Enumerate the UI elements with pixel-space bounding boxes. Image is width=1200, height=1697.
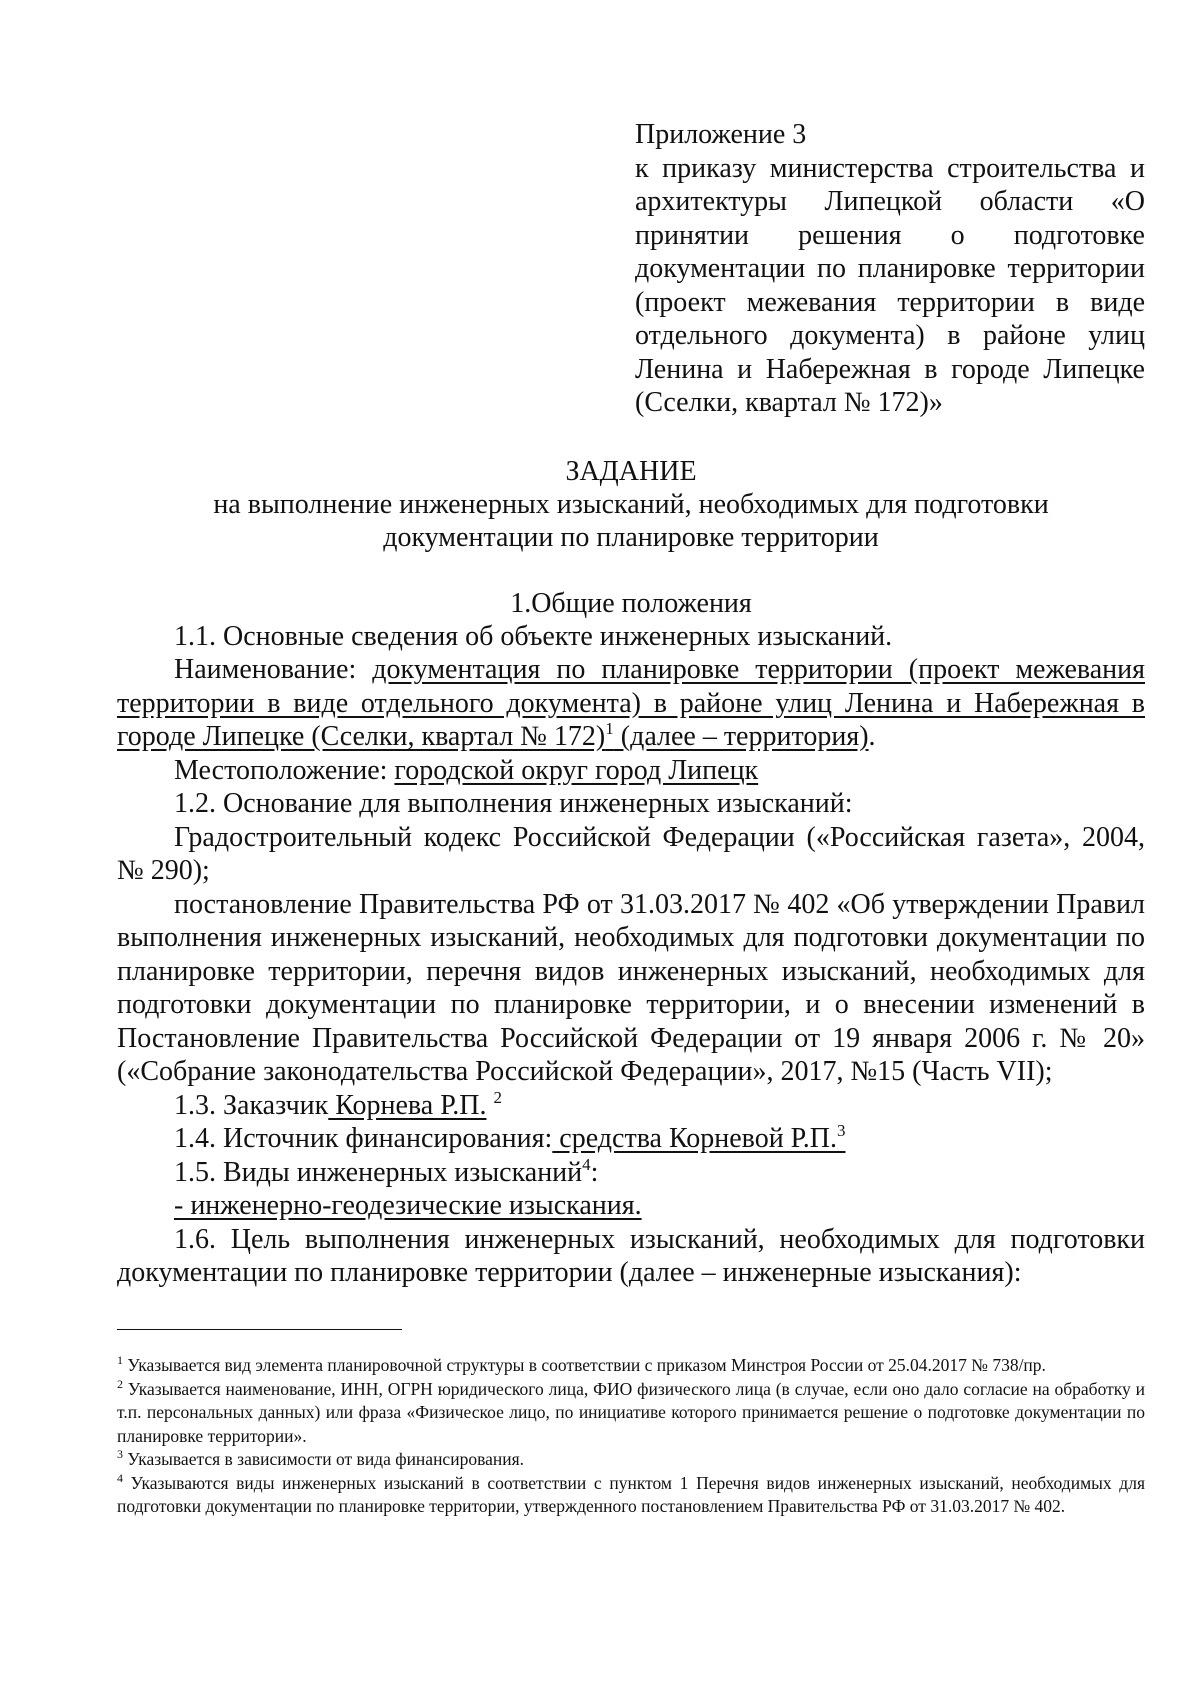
- appendix-line: (проект межевания территории в виде: [635, 286, 1145, 318]
- footnote: $^2$ Указывается наименование, ИНН, ОГРН юридического лица, ФИО физического лица (в случае, если оно дало согласие на обработку и т.п. персональных данных) или фраза «Физическое лицо, по инициативе которого принимается решение о подготовке документации по планировке территории».: [117, 1376, 1145, 1446]
- customer-label: 1.3. Заказчик: [174, 1089, 329, 1121]
- title-subtitle-line: документации по планировке территории: [383, 521, 879, 553]
- title-heading: ЗАДАНИЕ: [565, 455, 697, 487]
- paragraph-1-2: 1.2. Основание для выполнения инженерных изысканий:: [174, 788, 853, 819]
- footnote-ref-1: 1: [605, 719, 614, 738]
- appendix-line: принятии решения о подготовке: [635, 219, 1145, 251]
- title-subtitle-line: на выполнение инженерных изысканий, необходимых для подготовки: [213, 488, 1049, 520]
- appendix-line: архитектуры Липецкой области «О: [635, 186, 1145, 217]
- paragraph-1-3: [117, 1089, 1145, 1123]
- section-heading: 1.Общие положения: [510, 587, 752, 619]
- location-label: Местоположение:: [174, 754, 395, 786]
- footnote-ref-2: 2: [493, 1087, 502, 1107]
- funding-value: средства Корневой Р.П.$^3$: [552, 1121, 846, 1154]
- paragraph-1-1: 1.1. Основные сведения об объекте инженерных изысканий.: [174, 620, 893, 652]
- name-value: документация по планировке территории (проект межевания территории в виде отдельного документа) в районе улиц Ленина и Набережная в городе Липецке (Сселки, квартал № 172)$^1$ (далее – территория): [117, 654, 1146, 752]
- footnotes: [117, 1354, 1145, 1519]
- footnote-ref-4: 4: [582, 1154, 591, 1174]
- section-body: [117, 620, 1145, 1290]
- appendix-line: (Сселки, квартал № 172)»: [635, 387, 943, 418]
- footnote: $^4$ Указываются виды инженерных изысканий в соответствии с пунктом 1 Перечня видов инженерных изысканий, необходимых для подготовки документации по планировке территории, утвержденного постановлением Правительства РФ от 31.03.2017 № 402.: [117, 1470, 1145, 1516]
- footnote-separator: [117, 1329, 402, 1330]
- appendix-line: отдельного документа) в районе улиц: [635, 320, 1145, 351]
- paragraph-name: Наименование: документация по планировке территории (проект межевания территории в виде отдельного документа) в районе улиц Ленина и Набережная в городе Липецке (Сселки, квартал № 172)$^1$ (далее – территория).: [117, 654, 1146, 752]
- paragraph-basis-2: постановление Правительства РФ от 31.03.2017 № 402 «Об утверждении Правил выполнения инженерных изысканий, необходимых для подготовки документации по планировке территории, перечня видов инженерных изысканий, необходимых для подготовки документации по планировке территории, и о внесении изменений в Постановление Правительства Российской Федерации от 19 января 2006 г. № 20» («Собрание законодательства Российской Федерации», 2017, №15 (Часть VII);: [117, 888, 1145, 1087]
- funding-label: 1.4. Источник финансирования:: [174, 1123, 553, 1154]
- appendix-block: [635, 118, 1145, 420]
- appendix-line: документации по планировке территории: [635, 253, 1145, 284]
- appendix-line: Ленина и Набережная в городе Липецке: [635, 353, 1145, 385]
- footnote-ref-3: 3: [836, 1121, 846, 1140]
- footnote: $^1$ Указывается вид элемента планировочной структуры в соответствии с приказом Минстроя России от 25.04.2017 № 738/пр.: [117, 1353, 1046, 1375]
- appendix-line: к приказу министерства строительства и: [635, 152, 1145, 184]
- location-value: городской округ город Липецк: [394, 754, 759, 786]
- footnote: $^3$ Указывается в зависимости от вида финансирования.: [117, 1447, 525, 1469]
- paragraph-location: [117, 754, 1145, 788]
- document-content: [117, 118, 1145, 1290]
- paragraph-basis-1: Градостроительный кодекс Российской Федерации («Российская газета», 2004, № 290);: [117, 821, 1145, 886]
- paragraph-1-4: [117, 1122, 1145, 1156]
- customer-value: Корнева Р.П.: [328, 1089, 487, 1121]
- document-title: [117, 455, 1145, 554]
- appendix-line: Приложение 3: [635, 119, 807, 150]
- survey-type-item: - инженерно-геодезические изыскания.: [174, 1190, 642, 1221]
- paragraph-1-6: 1.6. Цель выполнения инженерных изысканий, необходимых для подготовки документации по планировке территории (далее – инженерные изыскания):: [117, 1223, 1145, 1288]
- name-label: Наименование:: [174, 654, 373, 685]
- paragraph-1-5: 1.5. Виды инженерных изысканий$^4$:: [174, 1154, 599, 1188]
